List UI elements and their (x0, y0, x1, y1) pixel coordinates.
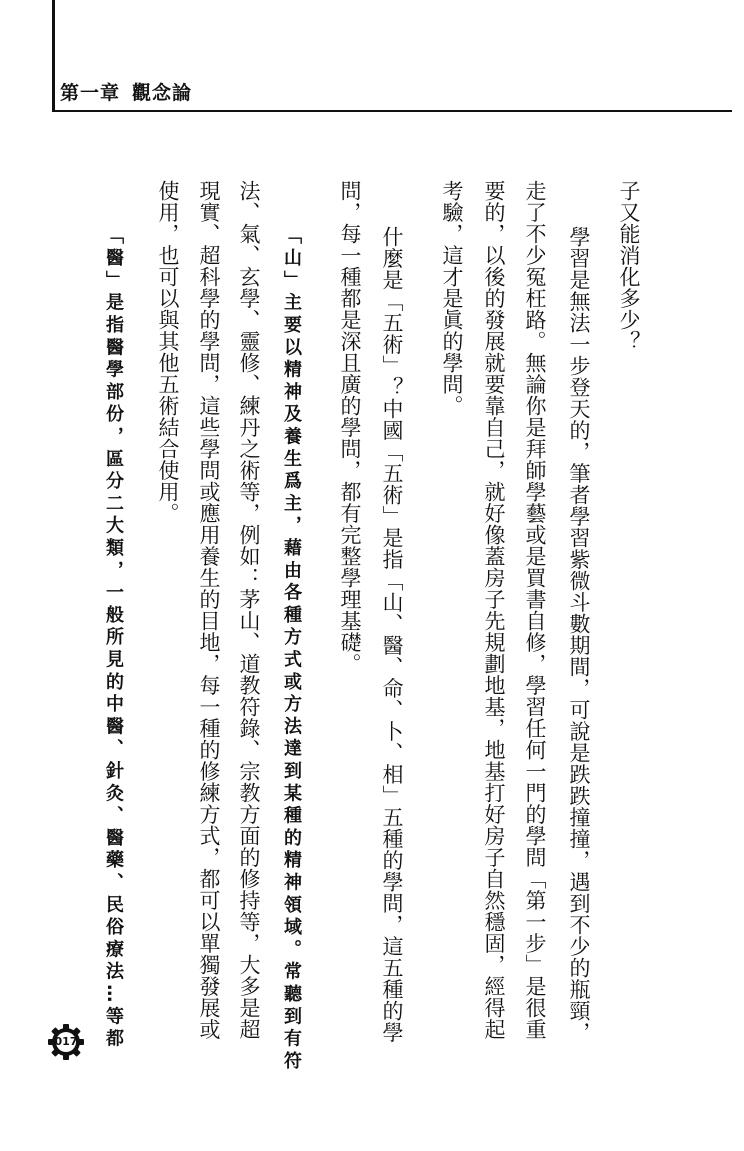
text-column: 問，每一種都是深且廣的學問，都有完整學理基礎。 (338, 180, 362, 675)
page-number: 017 (54, 1035, 78, 1048)
left-margin-rule (52, 0, 55, 112)
text-column: 法、氣、玄學、靈修、練丹之術等，例如：茅山、道教符錄、宗教方面的修持等，大多是超 (237, 180, 261, 1040)
chapter-header (60, 78, 192, 105)
header-rule (52, 110, 732, 112)
page-number-badge (46, 1022, 86, 1062)
text-column: 使用，也可以與其他五術結合使用。 (156, 180, 180, 524)
text-column: 「醫」是指醫學部份，區分二大類，一般所見的中醫、針灸、醫藥、民俗療法…等都 (103, 226, 124, 1052)
text-column: 走了不少冤枉路。無論你是拜師學藝或是買書自修，學習任何一門的學問「第一步」是很重 (523, 180, 547, 1040)
chapter-number: 第一章 (60, 82, 121, 104)
text-column: 什麼是「五術」？中國「五術」是指「山、醫、命、卜、相」五種的學問，這五種的學 (380, 226, 404, 1043)
chapter-title: 觀念論 (132, 82, 193, 104)
text-column: 要的，以後的發展就要靠自己，就好像蓋房子先規劃地基，地基打好房子自然穩固，經得起 (482, 180, 506, 1040)
text-column: 考驗，這才是眞的學問。 (440, 180, 464, 417)
text-column: 「山」主要以精神及養生爲主，藉由各種方式或方法達到某種的精神領域。常聽到有符 (281, 226, 302, 1074)
text-column: 學習是無法一步登天的，筆者學習紫微斗數期間，可說是跌跌撞撞，遇到不少的瓶頸， (567, 226, 591, 1043)
text-column: 現實、超科學的學問，這些學問或應用養生的目地，每一種的修練方式，都可以單獨發展或 (197, 180, 221, 1040)
text-column: 子又能消化多少？ (617, 180, 641, 352)
